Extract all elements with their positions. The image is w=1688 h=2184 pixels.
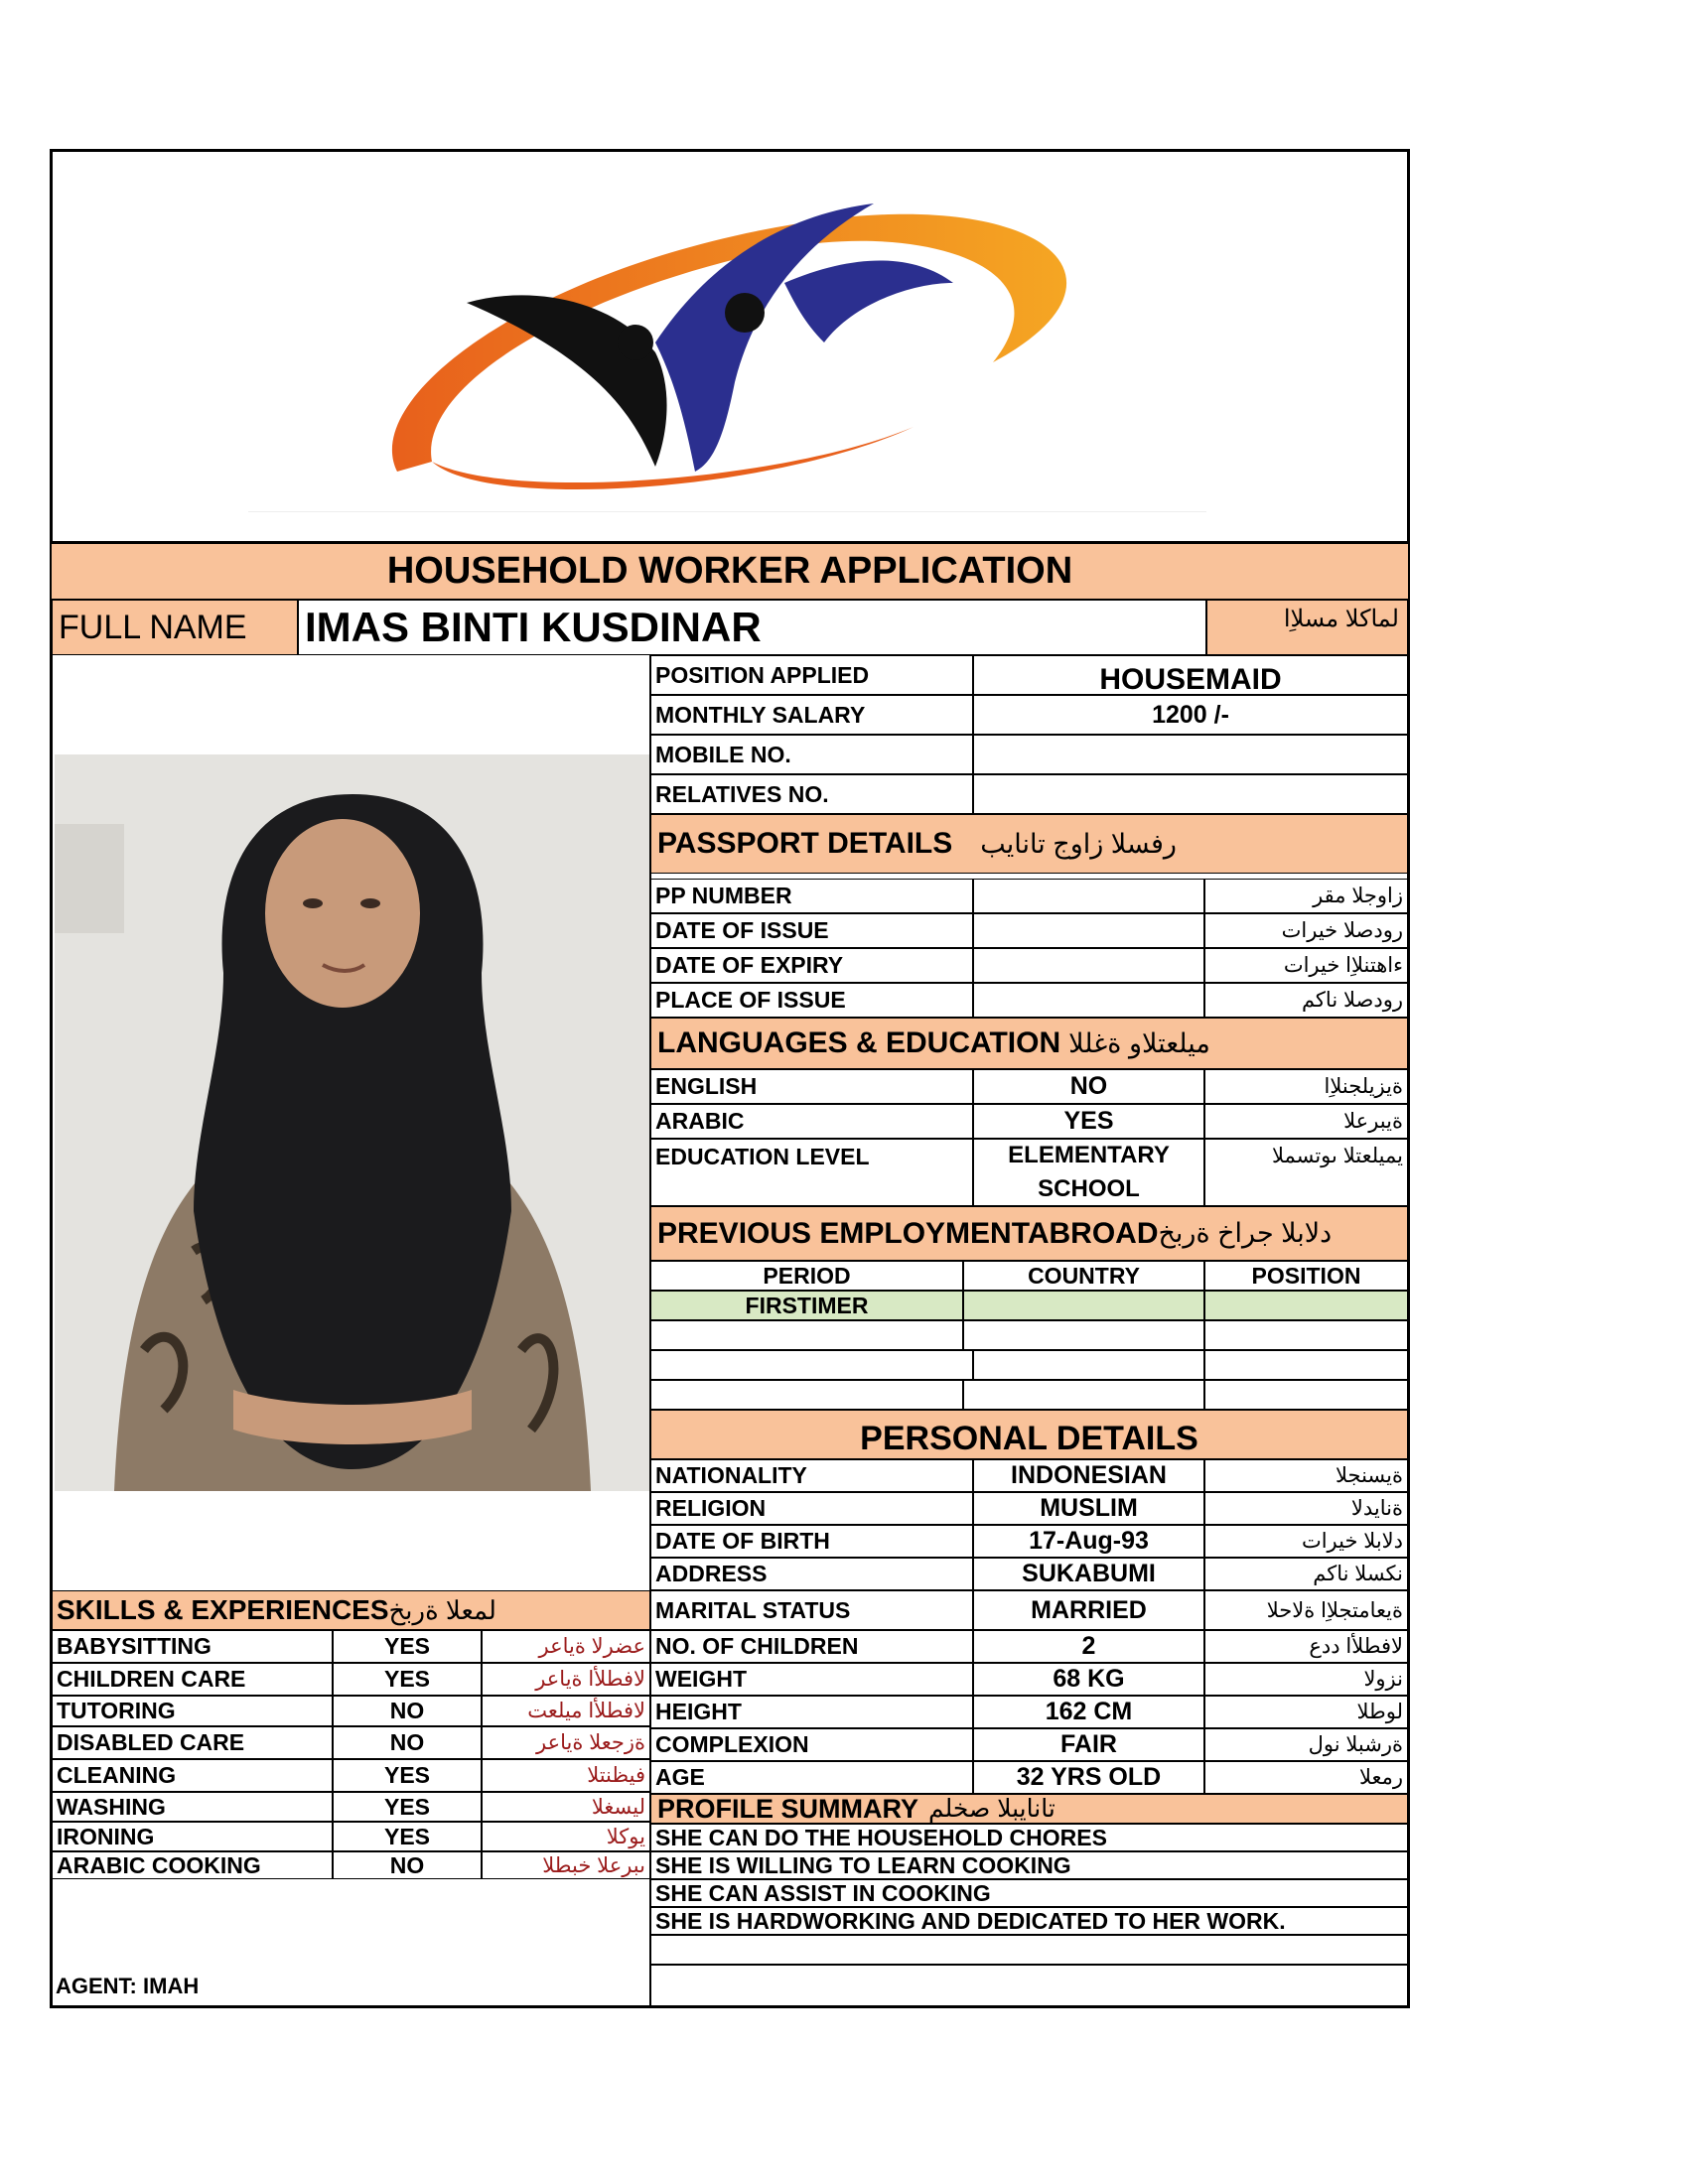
marital-status-value: MARRIED [973,1590,1204,1630]
employment-row2-country [963,1320,1204,1350]
date-of-expiry-label: DATE OF EXPIRY [650,948,973,983]
date-of-issue-value [973,913,1204,948]
skill-arabic-cooking-value: NO [333,1851,482,1879]
employment-col-period: PERIOD [650,1261,963,1291]
personal-heading: PERSONAL DETAILS [650,1410,1408,1459]
skill-washing-value: YES [333,1792,482,1822]
employment-heading [650,1206,1408,1261]
pp-number-label: PP NUMBER [650,879,973,913]
arabic-label: ARABIC [650,1104,973,1139]
weight-arabic: نزولا [1204,1663,1408,1696]
date-of-issue-arabic: رودصلا خيرات [1204,913,1408,948]
date-of-birth-arabic: دلابلا خيرات [1204,1525,1408,1558]
skill-tutoring-value: NO [333,1696,482,1726]
left-column-divider [649,655,651,2007]
mobile-no-value [973,735,1408,774]
logo-underline [248,511,1206,512]
applicant-photo [55,754,650,1491]
mobile-no-label: MOBILE NO. [650,735,973,774]
no-of-children-arabic: لافطلأا ددع [1204,1630,1408,1663]
skill-children-care-arabic: لافطلأا ةياعر [482,1663,650,1696]
date-of-expiry-arabic: ءاهتنلاِا خيرات [1204,948,1408,983]
age-label: AGE [650,1761,973,1794]
full-name-label: FULL NAME [52,600,298,655]
skill-cleaning-arabic: فيظنتلا [482,1759,650,1792]
employment-heading-arabic: دلابلا جراخ ةربخ [1158,1218,1333,1248]
no-of-children-label: NO. OF CHILDREN [650,1630,973,1663]
employment-heading-text: PREVIOUS EMPLOYMENTABROAD [657,1216,1159,1250]
agent-label: AGENT: IMAH [56,1974,200,1998]
religion-label: RELIGION [650,1492,973,1525]
age-arabic: رمعلا [1204,1761,1408,1794]
date-of-expiry-value [973,948,1204,983]
position-applied-label: POSITION APPLIED [650,655,973,695]
place-of-issue-arabic: رودصلا ناكم [1204,983,1408,1018]
employment-row4-position [1204,1380,1408,1410]
profile-line-1: SHE CAN DO THE HOUSEHOLD CHORES [650,1824,1408,1851]
skill-disabled-care-label: DISABLED CARE [52,1726,333,1759]
no-of-children-value: 2 [973,1630,1204,1663]
education-level-value [973,1139,1204,1206]
employment-row2-period [650,1320,963,1350]
profile-line-4: SHE IS HARDWORKING AND DEDICATED TO HER WORK. [650,1907,1408,1935]
employment-row2-position [1204,1320,1408,1350]
position-applied-value: HOUSEMAID [973,655,1408,695]
skills-heading-arabic: لمعلا ةربخ [388,1594,496,1625]
monthly-salary-label: MONTHLY SALARY [650,695,973,735]
languages-heading [650,1018,1408,1069]
skill-cleaning-value: YES [333,1759,482,1792]
marital-status-arabic: ةيعامتجلاِا ةلاحلا [1204,1590,1408,1630]
profile-line-2: SHE IS WILLING TO LEARN COOKING [650,1851,1408,1879]
place-of-issue-label: PLACE OF ISSUE [650,983,973,1018]
place-of-issue-value [973,983,1204,1018]
passport-heading [650,814,1408,874]
skill-ironing-arabic: يوكلا [482,1822,650,1851]
skill-babysitting-value: YES [333,1630,482,1663]
date-of-birth-value: 17-Aug-93 [973,1525,1204,1558]
religion-value: MUSLIM [973,1492,1204,1525]
arabic-arabic: ةيبرعلا [1204,1104,1408,1139]
pp-number-arabic: زاوجلا مقر [1204,879,1408,913]
english-value: NO [973,1069,1204,1104]
employment-row3-country [973,1350,1204,1380]
employment-col-country: COUNTRY [963,1261,1204,1291]
skill-tutoring-label: TUTORING [52,1696,333,1726]
complexion-label: COMPLEXION [650,1728,973,1761]
age-value: 32 YRS OLD [973,1761,1204,1794]
employment-row3-position [1204,1350,1408,1380]
profile-heading-text: PROFILE SUMMARY [657,1794,918,1824]
address-label: ADDRESS [650,1558,973,1590]
form-title: HOUSEHOLD WORKER APPLICATION [52,544,1408,600]
height-label: HEIGHT [650,1696,973,1728]
english-arabic: ةيزيلجنلاِا [1204,1069,1408,1104]
languages-heading-text: LANGUAGES & EDUCATION [657,1026,1061,1059]
english-label: ENGLISH [650,1069,973,1104]
address-value: SUKABUMI [973,1558,1204,1590]
skill-babysitting-label: BABYSITTING [52,1630,333,1663]
employment-row1-country [963,1291,1204,1320]
skills-heading [52,1590,650,1630]
arabic-value: YES [973,1104,1204,1139]
employment-row4-country [963,1380,1204,1410]
date-of-birth-label: DATE OF BIRTH [650,1525,973,1558]
pp-number-value [973,879,1204,913]
employment-col-position: POSITION [1204,1261,1408,1291]
employment-row3-period [650,1350,973,1380]
profile-heading-arabic: تانايبلا صخلم [928,1795,1055,1823]
skill-cleaning-label: CLEANING [52,1759,333,1792]
address-arabic: نكسلا ناكم [1204,1558,1408,1590]
height-value: 162 CM [973,1696,1204,1728]
nationality-arabic: ةيسنجلا [1204,1459,1408,1492]
skill-tutoring-arabic: لافطلأا ميلعت [482,1696,650,1726]
passport-heading-arabic: رفسلا زاوج تانايب [980,828,1177,859]
marital-status-label: MARITAL STATUS [650,1590,973,1630]
profile-line-5 [650,1935,1408,1965]
skill-disabled-care-value: NO [333,1726,482,1759]
skill-children-care-value: YES [333,1663,482,1696]
skill-ironing-label: IRONING [52,1822,333,1851]
education-level-line2: SCHOOL [1038,1175,1140,1202]
relatives-no-value [973,774,1408,814]
skill-arabic-cooking-arabic: ىبرعلا خبطلا [482,1851,650,1879]
monthly-salary-value: 1200 /- [973,695,1408,735]
skill-washing-label: WASHING [52,1792,333,1822]
full-name-value: IMAS BINTI KUSDINAR [298,600,1206,655]
skill-disabled-care-arabic: ةزجعلا ةياعر [482,1726,650,1759]
skills-heading-text: SKILLS & EXPERIENCES [57,1594,389,1625]
height-arabic: لوطلا [1204,1696,1408,1728]
passport-heading-text: PASSPORT DETAILS [657,827,953,860]
skill-ironing-value: YES [333,1822,482,1851]
profile-line-3: SHE CAN ASSIST IN COOKING [650,1879,1408,1907]
employment-row-firstimer: FIRSTIMER [650,1291,963,1320]
skill-children-care-label: CHILDREN CARE [52,1663,333,1696]
skill-arabic-cooking-label: ARABIC COOKING [52,1851,333,1879]
relatives-no-label: RELATIVES NO. [650,774,973,814]
education-level-label: EDUCATION LEVEL [650,1139,973,1206]
weight-label: WEIGHT [650,1663,973,1696]
full-name-arabic: لماكلا مسلاِا [1206,600,1408,655]
skill-washing-arabic: ليسغلا [482,1792,650,1822]
religion-arabic: ةنايدلا [1204,1492,1408,1525]
languages-heading-arabic: ميلعتلاو ةغللا [1068,1027,1210,1058]
complexion-arabic: ةرشبلا نول [1204,1728,1408,1761]
nationality-label: NATIONALITY [650,1459,973,1492]
date-of-issue-label: DATE OF ISSUE [650,913,973,948]
education-level-line1: ELEMENTARY [1008,1142,1170,1168]
weight-value: 68 KG [973,1663,1204,1696]
agency-logo [357,194,1132,521]
nationality-value: INDONESIAN [973,1459,1204,1492]
skill-babysitting-arabic: عضرلا ةياعر [482,1630,650,1663]
employment-row1-position [1204,1291,1408,1320]
profile-line-6 [650,1965,1408,2006]
education-level-arabic: يميلعتلا ىوتسملا [1204,1139,1408,1206]
employment-row4-period [650,1380,963,1410]
complexion-value: FAIR [973,1728,1204,1761]
profile-heading [650,1794,1408,1824]
